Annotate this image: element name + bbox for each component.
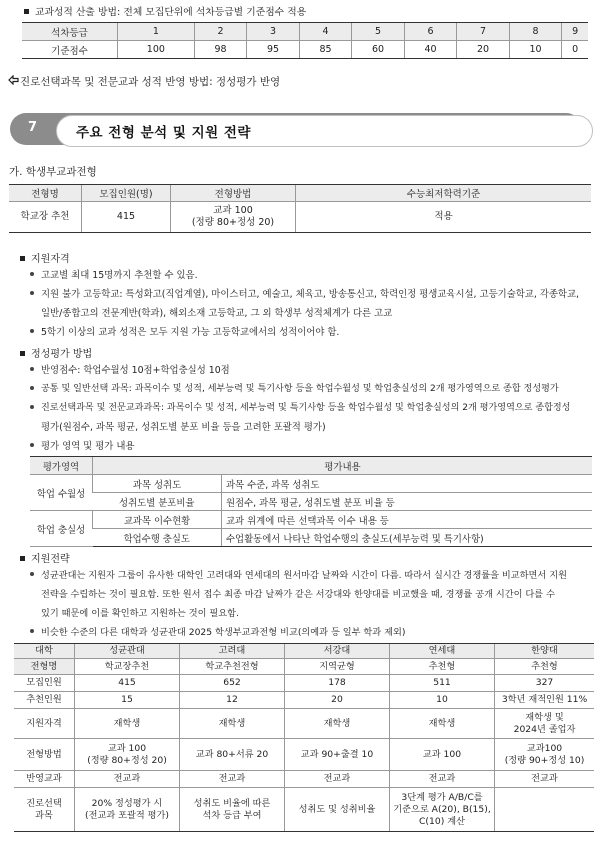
list-item-continued: 전략을 수립하는 것이 필요함. 또한 원서 접수 최종 마감 날짜가 같은 서강대와 한양대를 비교했을 때, 경쟁률 공개 시간이 다를 수 <box>41 589 555 600</box>
grade-score-table <box>22 22 588 59</box>
list-item: 평가 영역 및 평가 내용 <box>30 437 598 456</box>
evaluation-table <box>30 456 592 547</box>
university-comparison-table <box>14 643 594 832</box>
bullet-square-icon <box>20 351 25 356</box>
admission-table <box>9 184 591 233</box>
list-item: 진로선택과목 및 전문교과과목: 과목이수 및 성적, 세부능력 및 특기사항 등을 학업수월성 및 학업충실성의 2개 평가영역으로 종합정성 <box>30 399 598 418</box>
qualification-heading: 지원자격 <box>20 250 70 265</box>
bullet-square-icon <box>24 9 29 14</box>
list-item: 공통 및 일반선택 과목: 과목이수 및 성적, 세부능력 및 특기사항 등을 학업수월성 및 학업충실성의 2개 평가영역으로 종합 정성평가 <box>30 380 598 399</box>
table-row: 모집인원 415 652 178 511 327 <box>14 675 594 692</box>
qualitative-heading: 정성평가 방법 <box>20 345 92 360</box>
list-item: 5학기 이상의 교과 성적은 모두 지원 가능 고등학교에서의 성적이어야 함. <box>30 323 598 342</box>
list-item: 성균관대는 지원자 그룹이 유사한 대학인 고려대와 연세대의 원서마감 날짜와 시간이 다름. 따라서 실시간 경쟁률을 비교하면서 지원 <box>30 566 598 585</box>
list-item: 지원 불가 고등학교: 특성화고(직업계열), 마이스터고, 예술고, 체육고, 방송통신고, 학력인정 평생교육시설, 고등기술학교, 각종학교, <box>30 285 598 304</box>
list-item: 고교별 최대 15명까지 추천할 수 있음. <box>30 266 598 285</box>
table-row: 학교장 추천 415 교과 100 (정량 80+정성 20) 적용 <box>9 202 591 233</box>
table-row: 대학 성균관대 고려대 서강대 연세대 한양대 <box>14 644 594 659</box>
strategy-list <box>30 566 598 642</box>
list-item-continued: 있기 때문에 이를 확인하고 지원하는 것이 필요함. <box>41 608 239 619</box>
table-row: 학업 충실성 교과목 이수현황 교과 위계에 따른 선택과목 이수 내용 등 <box>30 511 592 529</box>
table-row: 학업 수월성 과목 성취도 과목 수준, 과목 성취도 <box>30 475 592 493</box>
list-item: 비슷한 수준의 다른 대학과 성균관대 2025 학생부교과전형 비교(의예과 등 일부 학과 제외) <box>30 623 598 642</box>
table-row: 반영교과 전교과 전교과 전교과 전교과 전교과 <box>14 771 594 788</box>
list-item-continued: 일반/종합고의 전문계반(학과), 해외소재 고등학교, 그 외 학생부 성적체계가 다른 고교 <box>41 308 393 319</box>
subsection-title: 가. 학생부교과전형 <box>9 166 97 178</box>
bullet-square-icon <box>20 256 25 261</box>
section-banner <box>10 113 590 149</box>
table-row: 진로선택 과목 20% 정성평가 시 (전교과 포괄적 평가) 성취도 비율에 따른 석차 등급 부여 성취도 및 성취비율 3단계 평가 A/B/C를 기준으로 A(20), B(15), C(10) 계산 <box>14 788 594 832</box>
list-item: 반영점수: 학업수월성 10점+학업충실성 10점 <box>30 361 598 380</box>
table-row: 전형명 학교장추천 학교추천전형 지역균형 추천형 추천형 <box>14 659 594 675</box>
qualitative-list <box>30 361 598 456</box>
hand-pointer-icon <box>8 75 20 88</box>
career-note: 진로선택과목 및 전문교과 성적 반영 방법: 정성평가 반영 <box>8 74 280 89</box>
table-row: 추천인원 15 12 20 10 3학년 재적인원 11% <box>14 692 594 709</box>
table-row: 지원자격 재학생 재학생 재학생 재학생 재학생 및 2024년 졸업자 <box>14 709 594 739</box>
list-item-continued: 평가(원점수, 과목 평균, 성취도별 분포 비율 등을 고려한 포괄적 평가) <box>41 422 326 433</box>
section-number: 7 <box>28 120 38 135</box>
table-row: 성취도별 분포비율 원점수, 과목 평균, 성취도별 분포 비율 등 <box>30 493 592 511</box>
qualification-list <box>30 266 598 342</box>
strategy-heading: 지원전략 <box>20 550 70 565</box>
grade-heading: 교과성적 산출 방법: 전체 모집단위에 석차등급별 기준점수 적용 <box>24 4 306 18</box>
table-row: 전형방법 교과 100 (정량 80+정성 20) 교과 80+서류 20 교과 90+출결 10 교과 100 교과100 (정량 90+정성 10) <box>14 739 594 771</box>
table-row: 평가영역 평가내용 <box>30 457 592 475</box>
table-row: 학업수행 충실도 수업활동에서 나타난 학업수행의 충실도(세부능력 및 특기사항) <box>30 529 592 547</box>
table-row: 석차등급 1 2 3 4 5 6 7 8 9 <box>22 23 588 41</box>
table-row: 기준점수 100 98 95 85 60 40 20 10 0 <box>22 41 588 59</box>
section-title: 주요 전형 분석 및 지원 전략 <box>76 125 251 141</box>
table-row: 전형명 모집인원(명) 전형방법 수능최저학력기준 <box>9 185 591 202</box>
bullet-square-icon <box>20 556 25 561</box>
